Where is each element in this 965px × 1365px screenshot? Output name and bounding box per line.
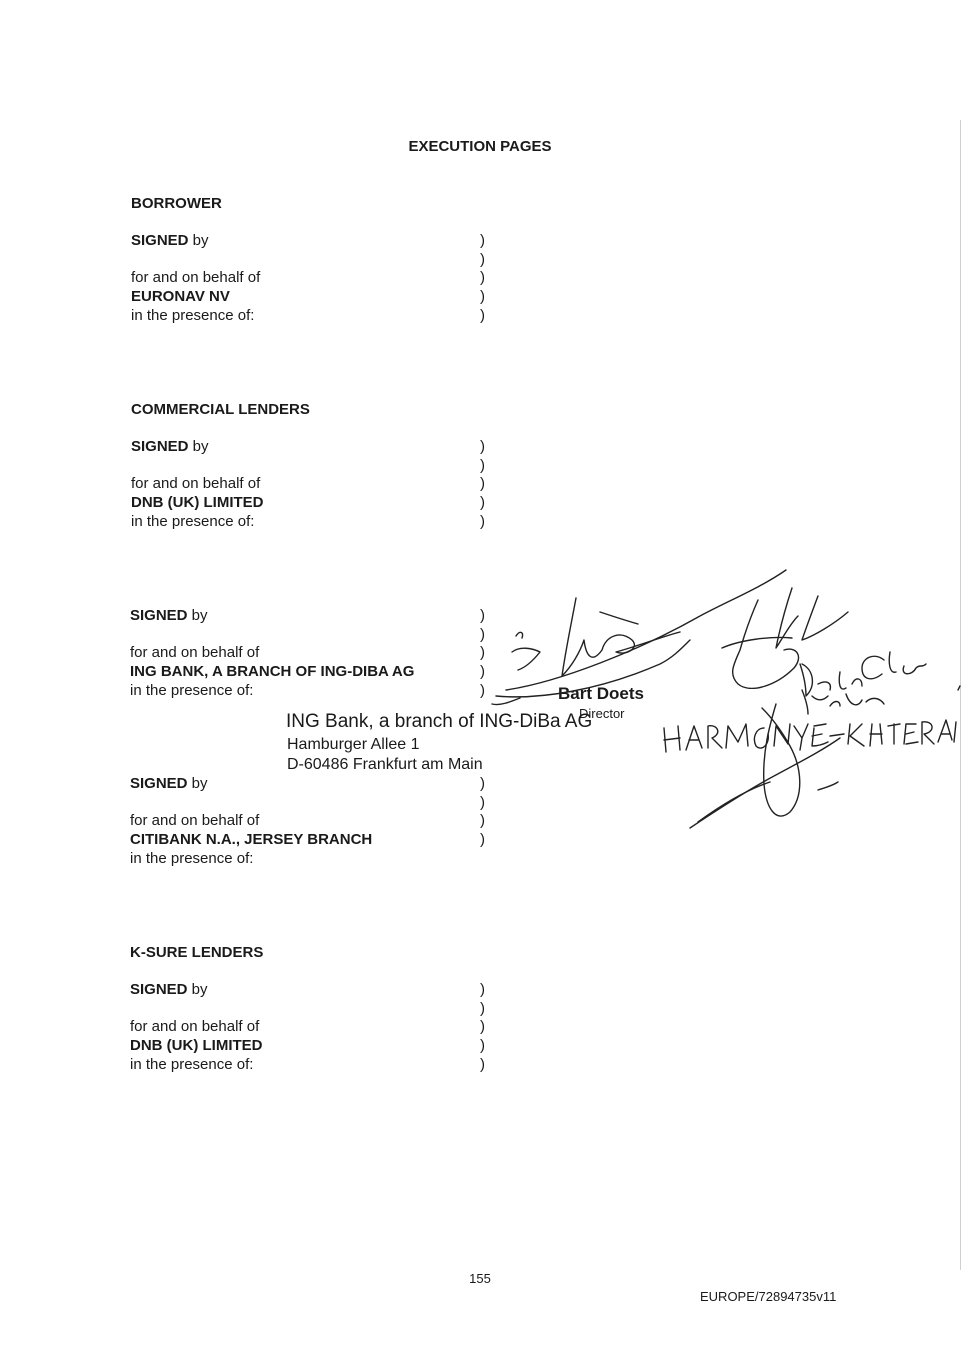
signature-stroke — [870, 724, 882, 746]
bracket: ) — [480, 831, 485, 848]
signature-stroke — [802, 690, 884, 714]
by-word: by — [188, 232, 209, 249]
party-name: DNB (UK) LIMITED — [131, 494, 264, 511]
signature-stroke — [888, 724, 900, 744]
signed-word: SIGNED — [130, 981, 188, 998]
for-behalf-label: for and on behalf of — [131, 269, 261, 286]
bracket: ) — [480, 457, 485, 474]
by-word: by — [188, 438, 209, 455]
company-stamp-city: D-60486 Frankfurt am Main — [287, 756, 483, 773]
party-name: ING BANK, A BRANCH OF ING-DIBA AG — [130, 663, 415, 680]
signature-stroke — [512, 648, 540, 670]
signature-stroke — [762, 704, 800, 816]
bracket: ) — [480, 663, 485, 680]
bracket: ) — [480, 794, 485, 811]
signature-stroke — [958, 686, 960, 690]
signature-stroke — [492, 698, 520, 705]
signature-stroke — [664, 726, 680, 752]
bracket: ) — [480, 494, 485, 511]
party-name: CITIBANK N.A., JERSEY BRANCH — [130, 831, 373, 848]
document-reference: EUROPE/72894735v11 — [700, 1289, 837, 1304]
bracket: ) — [480, 682, 485, 699]
bracket: ) — [480, 1037, 485, 1054]
bracket: ) — [480, 1018, 485, 1035]
presence-label: in the presence of: — [131, 307, 255, 324]
bracket: ) — [480, 812, 485, 829]
for-behalf-label: for and on behalf of — [130, 644, 260, 661]
signed-word: SIGNED — [131, 232, 189, 249]
bracket: ) — [480, 1056, 485, 1073]
signature-stroke — [776, 588, 798, 648]
company-stamp-name: ING Bank, a branch of ING-DiBa AG — [286, 711, 593, 732]
bracket: ) — [480, 438, 485, 455]
signature-stroke — [922, 722, 934, 744]
bracket: ) — [480, 475, 485, 492]
bracket: ) — [480, 775, 485, 792]
signature-stroke — [954, 722, 956, 742]
signature-stroke — [812, 724, 828, 746]
signature-stroke — [818, 782, 838, 790]
bracket: ) — [480, 251, 485, 268]
by-word: by — [187, 981, 208, 998]
signature-stroke — [600, 612, 638, 624]
by-word: by — [187, 607, 208, 624]
bracket: ) — [480, 232, 485, 249]
signature-stroke — [726, 724, 748, 748]
signature-stroke — [794, 724, 808, 750]
signature-stroke — [516, 632, 523, 638]
presence-label: in the presence of: — [130, 682, 254, 699]
bracket: ) — [480, 644, 485, 661]
bracket: ) — [480, 269, 485, 286]
section-heading-borrower: BORROWER — [131, 195, 222, 212]
signed-word: SIGNED — [130, 775, 188, 792]
signed-word: SIGNED — [130, 607, 188, 624]
signature-stroke — [862, 652, 926, 679]
signature-stroke — [562, 598, 680, 676]
signature-stroke — [733, 600, 799, 688]
presence-label: in the presence of: — [131, 513, 255, 530]
signature-stroke — [904, 724, 918, 744]
presence-label: in the presence of: — [130, 1056, 254, 1073]
party-name: EURONAV NV — [131, 288, 230, 305]
signature-stroke — [802, 596, 848, 640]
signed-word: SIGNED — [131, 438, 189, 455]
for-behalf-label: for and on behalf of — [130, 812, 260, 829]
bracket: ) — [480, 626, 485, 643]
signatory-name: Bart Doets — [558, 684, 644, 703]
signature-stroke — [818, 672, 862, 690]
signatory-role: Director — [579, 706, 625, 721]
bracket: ) — [480, 288, 485, 305]
bracket: ) — [480, 981, 485, 998]
bracket: ) — [480, 607, 485, 624]
bracket: ) — [480, 513, 485, 530]
signature-stroke — [848, 724, 864, 746]
section-heading-ksure-lenders: K-SURE LENDERS — [130, 944, 264, 961]
for-behalf-label: for and on behalf of — [131, 475, 261, 492]
for-behalf-label: for and on behalf of — [130, 1018, 260, 1035]
page-number: 155 — [469, 1271, 491, 1286]
bracket: ) — [480, 307, 485, 324]
signature-stroke — [708, 726, 722, 748]
by-word: by — [187, 775, 208, 792]
signature-stroke — [686, 726, 702, 750]
presence-label: in the presence of: — [130, 850, 254, 867]
signature-stroke — [830, 734, 844, 736]
page-title: EXECUTION PAGES — [408, 138, 552, 155]
signature-stroke — [506, 570, 786, 690]
party-name: DNB (UK) LIMITED — [130, 1037, 263, 1054]
signature-stroke — [938, 720, 952, 742]
section-heading-commercial-lenders: COMMERCIAL LENDERS — [131, 401, 310, 418]
bracket: ) — [480, 1000, 485, 1017]
company-stamp-street: Hamburger Allee 1 — [287, 736, 420, 753]
